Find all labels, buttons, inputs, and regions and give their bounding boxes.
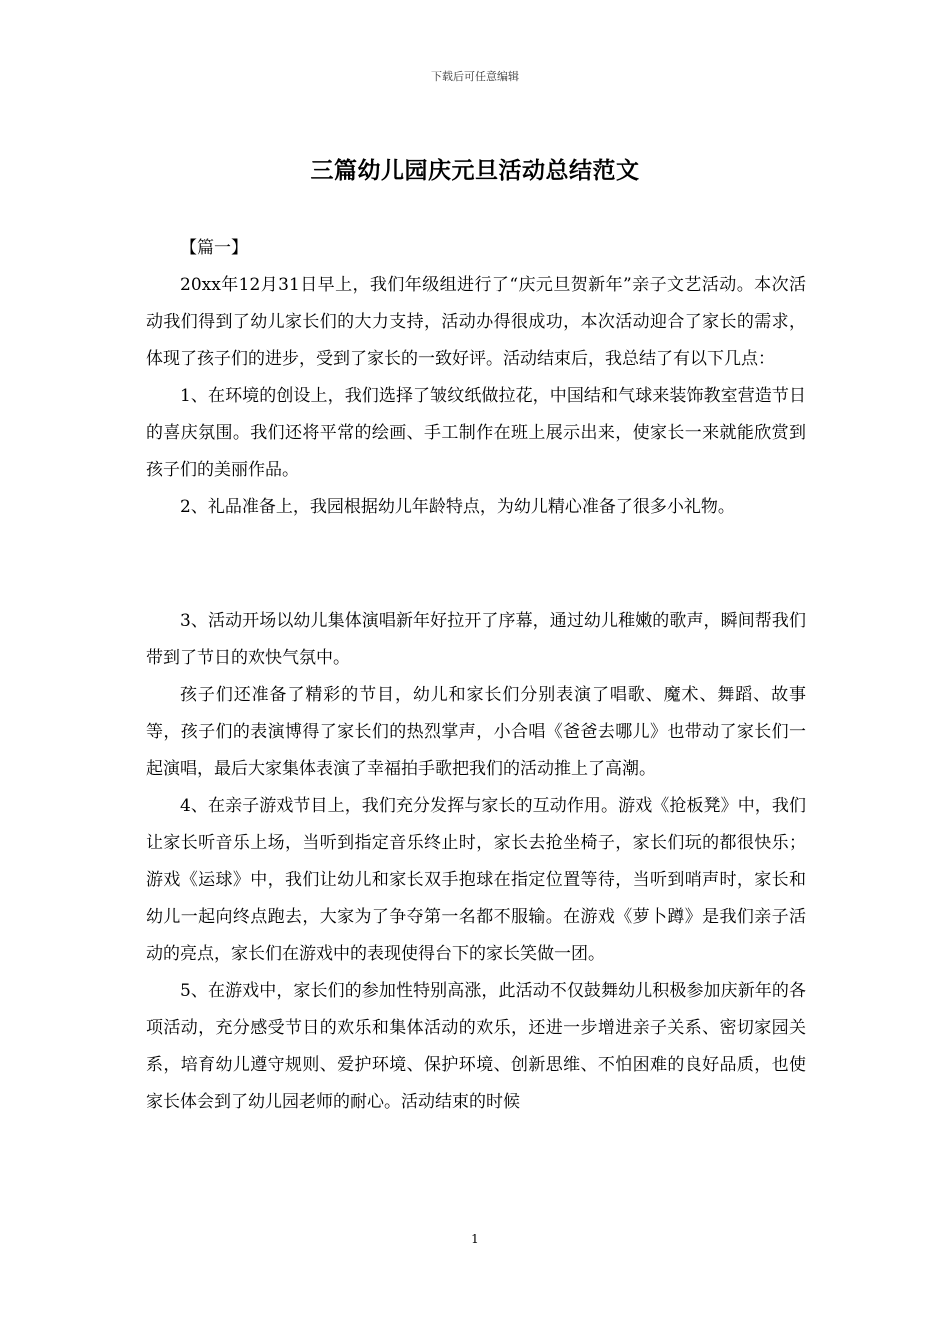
paragraph-group-2	[146, 603, 806, 1121]
page-number: 1	[471, 1232, 479, 1246]
paragraph: 5、在游戏中，家长们的参加性特别高涨，此活动不仅鼓舞幼儿积极参加庆新年的各项活动，充分感受节日的欢乐和集体活动的欢乐，还进一步增进亲子关系、密切家园关系，培育幼儿遵守规则、爱护环境、保护环境、创新思维、不怕困难的良好品质，也使家长体会到了幼儿园老师的耐心。活动结束的时候	[146, 981, 806, 1112]
paragraph: 孩子们还准备了精彩的节目，幼儿和家长们分别表演了唱歌、魔术、舞蹈、故事等，孩子们的表演博得了家长们的热烈掌声，小合唱《爸爸去哪儿》也带动了家长们一起演唱，最后大家集体表演了幸福拍手歌把我们的活动推上了高潮。	[146, 685, 806, 779]
paragraph: 1、在环境的创设上，我们选择了皱纹纸做拉花，中国结和气球来装饰教室营造节日的喜庆氛围。我们还将平常的绘画、手工制作在班上展示出来，使家长一来就能欣赏到孩子们的美丽作品。	[146, 386, 806, 480]
paragraph-intro	[146, 267, 806, 526]
paragraph: 2、礼品准备上，我园根据幼儿年龄特点，为幼儿精心准备了很多小礼物。	[180, 497, 735, 517]
document-title: 三篇幼儿园庆元旦活动总结范文	[310, 157, 640, 184]
paragraph: 3、活动开场以幼儿集体演唱新年好拉开了序幕，通过幼儿稚嫩的歌声，瞬间帮我们带到了节日的欢快气氛中。	[146, 611, 806, 668]
header-note: 下载后可任意编辑	[431, 70, 519, 83]
paragraph: 4、在亲子游戏节目上，我们充分发挥与家长的互动作用。游戏《抢板凳》中，我们让家长听音乐上场，当听到指定音乐终止时，家长去抢坐椅子，家长们玩的都很快乐；游戏《运球》中，我们让幼儿和家长双手抱球在指定位置等待，当听到哨声时，家长和幼儿一起向终点跑去，大家为了争夺第一名都不服输。在游戏《萝卜蹲》是我们亲子活动的亮点，家长们在游戏中的表现使得台下的家长笑做一团。	[146, 796, 806, 964]
section-label: 【篇一】	[180, 238, 248, 258]
paragraph: 20xx年12月31日早上，我们年级组进行了“庆元旦贺新年”亲子文艺活动。本次活动我们得到了幼儿家长们的大力支持，活动办得很成功，本次活动迎合了家长的需求，体现了孩子们的进步，受到了家长的一致好评。活动结束后，我总结了有以下几点：	[146, 275, 806, 369]
